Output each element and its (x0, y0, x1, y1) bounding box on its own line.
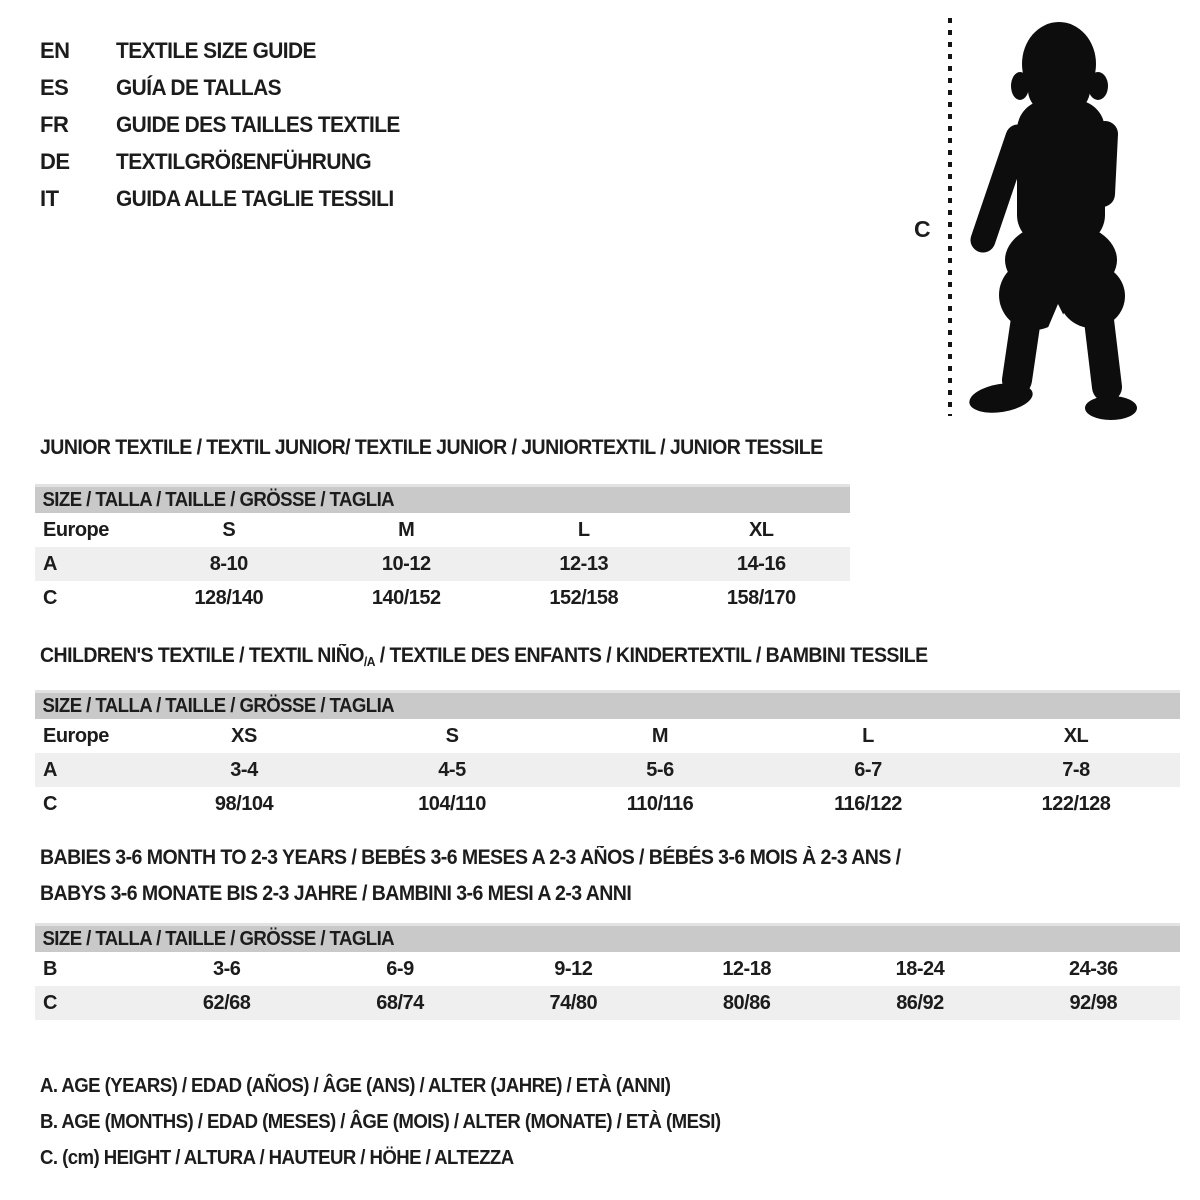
language-row (40, 180, 415, 217)
row-cell: S (222, 518, 236, 541)
size-table-header (35, 484, 850, 513)
row-cell: L (577, 518, 590, 541)
size-table-header-label: SIZE / TALLA / TAILLE / GRÖSSE / TAGLIA (42, 694, 395, 717)
children-section-title (40, 644, 928, 673)
row-cell: 6-9 (386, 957, 414, 980)
row-cell: 3-6 (212, 957, 241, 980)
row-cell: 7-8 (1062, 758, 1090, 781)
table-row (35, 753, 1180, 787)
children-size-table (35, 690, 1180, 821)
table-row (35, 547, 850, 581)
row-label: C (43, 792, 57, 815)
language-label: GUIDE DES TAILLES TEXTILE (116, 111, 400, 137)
size-table-header-label: SIZE / TALLA / TAILLE / GRÖSSE / TAGLIA (42, 488, 395, 511)
babies-size-table (35, 923, 1180, 1020)
babies-title-line1: BABIES 3-6 MONTH TO 2-3 YEARS / BEBÉS 3-6 MESES A 2-3 AÑOS / BÉBÉS 3-6 MOIS À 2-3 ANS / (40, 846, 901, 869)
language-label: GUÍA DE TALLAS (116, 74, 282, 100)
row-cell: M (398, 518, 415, 541)
children-title-sub: /A (363, 654, 375, 669)
legend-item-age-months: B. AGE (MONTHS) / EDAD (MESES) / ÂGE (MOIS) / ALTER (MONATE) / ETÀ (MESI) (40, 1110, 721, 1133)
row-cell: S (445, 724, 459, 747)
row-cell: 3-4 (230, 758, 258, 781)
row-cell: 110/116 (626, 792, 694, 815)
row-label: Europe (43, 724, 109, 747)
row-cell: 152/158 (549, 586, 619, 609)
row-label: Europe (43, 518, 109, 541)
children-title-rest: / TEXTILE DES ENFANTS / KINDERTEXTIL / BAMBINI TESSILE (374, 644, 928, 667)
row-cell: 68/74 (376, 991, 424, 1014)
legend-item-height-cm: C. (cm) HEIGHT / ALTURA / HAUTEUR / HÖHE / ALTEZZA (40, 1146, 514, 1169)
row-cell: 104/110 (418, 792, 486, 815)
row-cell: 80/86 (722, 991, 771, 1014)
measurement-legend (40, 1068, 772, 1176)
row-cell: 12-13 (559, 552, 609, 575)
row-label: B (43, 957, 57, 980)
junior-size-table (35, 484, 850, 615)
row-cell: 18-24 (895, 957, 945, 980)
row-cell: 6-7 (854, 758, 882, 781)
language-list (40, 32, 415, 217)
row-cell: 116/122 (834, 792, 902, 815)
row-cell: 14-16 (736, 552, 786, 575)
row-label: A (43, 552, 57, 575)
language-code: IT (40, 185, 59, 211)
table-row (35, 787, 1180, 821)
row-cell: 12-18 (722, 957, 771, 980)
row-cell: 9-12 (554, 957, 593, 980)
row-cell: 158/170 (726, 586, 796, 609)
table-row (35, 952, 1180, 986)
row-cell: 24-36 (1068, 957, 1118, 980)
toddler-silhouette-icon (905, 12, 1150, 422)
row-cell: 74/80 (549, 991, 598, 1014)
row-cell: 8-10 (209, 552, 248, 575)
row-label: C (43, 991, 57, 1014)
size-table-header-label: SIZE / TALLA / TAILLE / GRÖSSE / TAGLIA (42, 927, 395, 950)
language-row (40, 69, 415, 106)
table-row (35, 719, 1180, 753)
row-cell: 5-6 (646, 758, 674, 781)
row-cell: 122/128 (1041, 792, 1111, 815)
language-code: EN (40, 37, 70, 63)
language-row (40, 32, 415, 69)
babies-section-title (40, 840, 965, 912)
babies-title-line2: BABYS 3-6 MONATE BIS 2-3 JAHRE / BAMBINI 3-6 MESI A 2-3 ANNI (40, 882, 632, 905)
row-cell: 86/92 (896, 991, 944, 1014)
row-cell: M (651, 724, 669, 747)
language-label: GUIDA ALLE TAGLIE TESSILI (116, 185, 394, 211)
table-row (35, 986, 1180, 1020)
row-cell: 4-5 (438, 758, 466, 781)
language-row (40, 143, 415, 180)
language-label: TEXTILGRÖßENFÜHRUNG (116, 148, 372, 174)
row-cell: XS (231, 724, 257, 747)
row-label: C (43, 586, 57, 609)
size-table-header (35, 923, 1180, 952)
row-cell: 98/104 (214, 792, 274, 815)
language-code: ES (40, 74, 69, 100)
junior-section-title: JUNIOR TEXTILE / TEXTIL JUNIOR/ TEXTILE JUNIOR / JUNIORTEXTIL / JUNIOR TESSILE (40, 436, 823, 459)
row-cell: XL (1063, 724, 1089, 747)
row-cell: 92/98 (1069, 991, 1118, 1014)
language-row (40, 106, 415, 143)
language-code: FR (40, 111, 69, 137)
row-cell: 10-12 (381, 552, 431, 575)
size-table-header (35, 690, 1180, 719)
language-code: DE (40, 148, 70, 174)
legend-item-age-years: A. AGE (YEARS) / EDAD (AÑOS) / ÂGE (ANS) / ALTER (JAHRE) / ETÀ (ANNI) (40, 1074, 671, 1097)
table-row (35, 581, 850, 615)
row-cell: XL (748, 518, 774, 541)
row-cell: 62/68 (202, 991, 251, 1014)
row-cell: L (862, 724, 874, 747)
table-row (35, 513, 850, 547)
row-cell: 140/152 (371, 586, 441, 609)
row-label: A (43, 758, 57, 781)
children-title-main: CHILDREN'S TEXTILE / TEXTIL NIÑO (40, 644, 364, 667)
row-cell: 128/140 (194, 586, 264, 609)
language-label: TEXTILE SIZE GUIDE (116, 37, 316, 63)
height-measure-label: C (914, 216, 931, 242)
